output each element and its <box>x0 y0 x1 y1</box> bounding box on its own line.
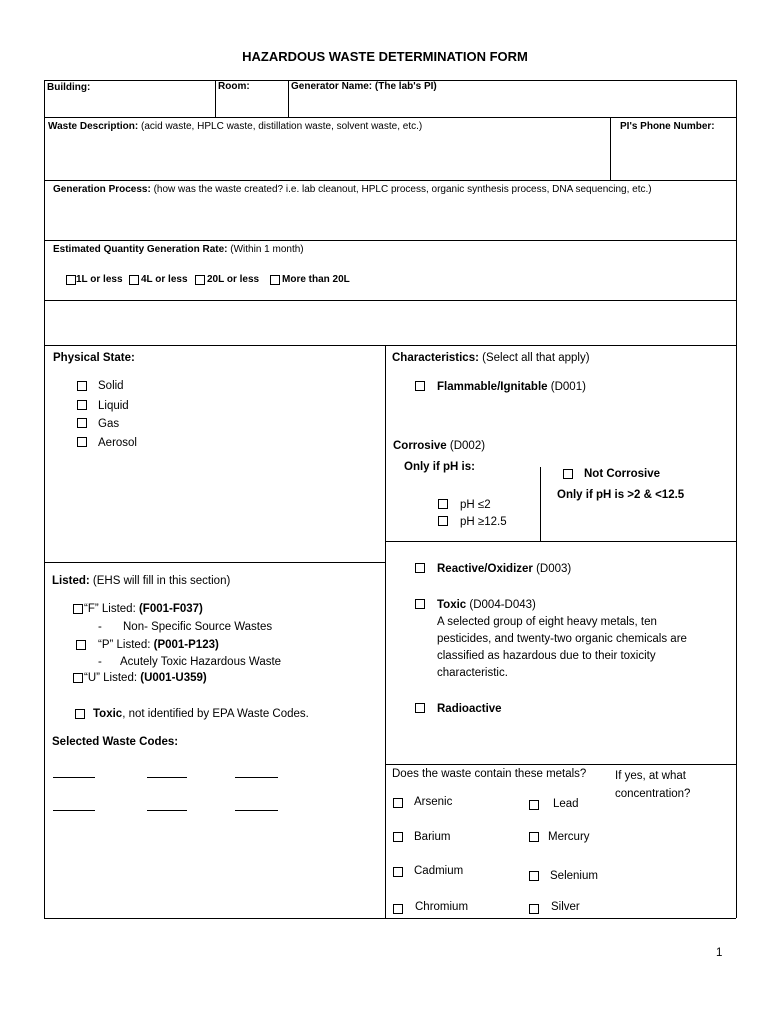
checkbox-4l[interactable] <box>129 275 139 285</box>
p-listed-desc: Acutely Toxic Hazardous Waste <box>120 656 282 668</box>
cadmium-label: Cadmium <box>414 865 464 877</box>
checkbox-not-corrosive[interactable] <box>563 469 573 479</box>
checkbox-chromium[interactable] <box>393 904 403 914</box>
checkbox-20l[interactable] <box>195 275 205 285</box>
waste-code-blank-6[interactable] <box>235 810 278 811</box>
toxic-desc-line-1: A selected group of eight heavy metals, ten <box>437 616 657 628</box>
checkbox-mercury[interactable] <box>529 832 539 842</box>
toxic-char-label: Toxic (D004-D043) <box>437 599 536 611</box>
reactive-label: Reactive/Oxidizer (D003) <box>437 563 572 575</box>
p-listed-label: “P” Listed: (P001-P123) <box>98 639 219 651</box>
waste-code-blank-4[interactable] <box>53 810 95 811</box>
option-gas: Gas <box>98 418 120 430</box>
generation-process-label: Generation Process: (how was the waste created? i.e. lab cleanout, HPLC process, organic synthesis process, DNA sequencing, etc.) <box>53 184 652 195</box>
silver-label: Silver <box>551 901 580 913</box>
pi-phone-field[interactable] <box>612 136 734 178</box>
waste-code-blank-2[interactable] <box>147 777 187 778</box>
checkbox-ph-ge-12-5[interactable] <box>438 516 448 526</box>
room-field[interactable] <box>217 96 286 116</box>
checkbox-barium[interactable] <box>393 832 403 842</box>
option-more-20l-label: More than 20L <box>282 274 350 285</box>
if-yes-line-2: concentration? <box>615 788 691 800</box>
checkbox-cadmium[interactable] <box>393 867 403 877</box>
toxic-desc-line-2: pesticides, and twenty-two organic chemicals are <box>437 633 687 645</box>
waste-description-field[interactable] <box>46 136 608 178</box>
waste-code-blank-1[interactable] <box>53 777 95 778</box>
checkbox-solid[interactable] <box>77 381 87 391</box>
pi-phone-label: PI's Phone Number: <box>620 121 715 132</box>
checkbox-arsenic[interactable] <box>393 798 403 808</box>
u-listed-label: “U” Listed: (U001-U359) <box>84 672 207 684</box>
checkbox-ph-le-2[interactable] <box>438 499 448 509</box>
generator-name-label: Generator Name: (The lab's PI) <box>291 81 437 92</box>
barium-label: Barium <box>414 831 451 843</box>
arsenic-label: Arsenic <box>414 796 453 808</box>
physical-state-label: Physical State: <box>53 352 135 364</box>
toxic-desc-line-4: characteristic. <box>437 667 508 679</box>
corrosive-label: Corrosive (D002) <box>393 440 486 452</box>
not-corrosive-condition: Only if pH is >2 & <12.5 <box>557 489 685 501</box>
option-1l-label: 1L or less <box>76 274 123 285</box>
radioactive-label: Radioactive <box>437 703 502 715</box>
checkbox-radioactive[interactable] <box>415 703 425 713</box>
lead-label: Lead <box>553 798 579 810</box>
checkbox-p-listed[interactable] <box>76 640 86 650</box>
room-label: Room: <box>218 81 250 92</box>
checkbox-lead[interactable] <box>529 800 539 810</box>
checkbox-selenium[interactable] <box>529 871 539 881</box>
checkbox-silver[interactable] <box>529 904 539 914</box>
checkbox-f-listed[interactable] <box>73 604 83 614</box>
generator-name-field[interactable] <box>290 96 734 116</box>
waste-description-label: Waste Description: (acid waste, HPLC waste, distillation waste, solvent waste, etc.) <box>48 121 423 132</box>
option-aerosol: Aerosol <box>98 437 137 449</box>
f-listed-label: “F” Listed: (F001-F037) <box>84 603 203 615</box>
p-listed-dash: - <box>98 656 102 668</box>
option-liquid: Liquid <box>98 400 129 412</box>
checkbox-toxic-not-epa[interactable] <box>75 709 85 719</box>
checkbox-toxic-char[interactable] <box>415 599 425 609</box>
page-number: 1 <box>716 947 723 959</box>
characteristics-label: Characteristics: (Select all that apply) <box>392 352 590 364</box>
ph-ge-12-5-label: pH ≥12.5 <box>460 516 507 528</box>
checkbox-gas[interactable] <box>77 418 87 428</box>
checkbox-u-listed[interactable] <box>73 673 83 683</box>
quantity-rate-label: Estimated Quantity Generation Rate: (Within 1 month) <box>53 244 304 255</box>
generation-process-field[interactable] <box>46 198 734 238</box>
checkbox-flammable[interactable] <box>415 381 425 391</box>
building-label: Building: <box>47 82 91 93</box>
not-corrosive-label: Not Corrosive <box>584 468 661 480</box>
checkbox-aerosol[interactable] <box>77 437 87 447</box>
metals-question: Does the waste contain these metals? <box>392 768 587 780</box>
only-ph-label: Only if pH is: <box>404 461 475 473</box>
f-listed-desc: Non- Specific Source Wastes <box>123 621 273 633</box>
ph-le-2-label: pH ≤2 <box>460 499 491 511</box>
checkbox-1l[interactable] <box>66 275 76 285</box>
option-20l-label: 20L or less <box>207 274 260 285</box>
listed-label: Listed: (EHS will fill in this section) <box>52 575 231 587</box>
building-field[interactable] <box>45 96 213 116</box>
checkbox-reactive[interactable] <box>415 563 425 573</box>
waste-code-blank-5[interactable] <box>147 810 187 811</box>
toxic-desc-line-3: classified as hazardous due to their toxicity <box>437 650 656 662</box>
chromium-label: Chromium <box>415 901 469 913</box>
f-listed-dash: - <box>98 621 102 633</box>
waste-code-blank-3[interactable] <box>235 777 278 778</box>
if-yes-line-1: If yes, at what <box>615 770 686 782</box>
option-solid: Solid <box>98 380 124 392</box>
checkbox-liquid[interactable] <box>77 400 87 410</box>
flammable-label: Flammable/Ignitable (D001) <box>437 381 586 393</box>
option-4l-label: 4L or less <box>141 274 188 285</box>
checkbox-more-20l[interactable] <box>270 275 280 285</box>
form-title: HAZARDOUS WASTE DETERMINATION FORM <box>242 49 528 64</box>
mercury-label: Mercury <box>548 831 590 843</box>
selected-waste-codes-label: Selected Waste Codes: <box>52 736 179 748</box>
selenium-label: Selenium <box>550 870 598 882</box>
toxic-not-epa-label: Toxic, not identified by EPA Waste Codes. <box>93 708 309 720</box>
